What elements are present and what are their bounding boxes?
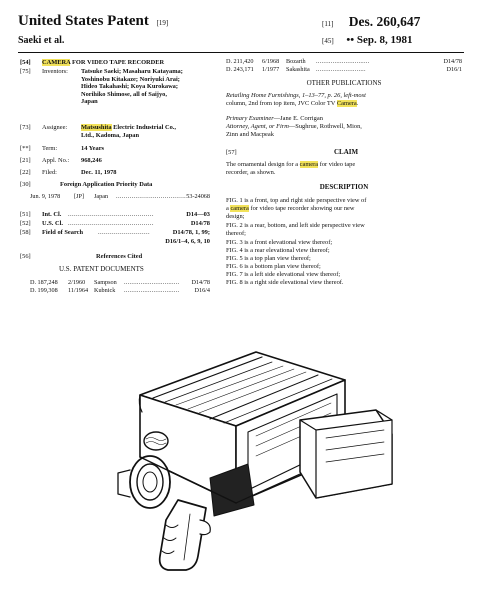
uscl-ref: [52] bbox=[20, 220, 31, 227]
doc-dots: .............................. bbox=[124, 287, 180, 294]
field-value1: D14/78, 1, 99; bbox=[172, 229, 210, 236]
field-value2: D16/1–4, 6, 9, 10 bbox=[165, 238, 210, 245]
fig2-a: FIG. 2 is a rear, bottom, and left side perspective view bbox=[226, 222, 365, 229]
pub-line2-highlight: Camera bbox=[336, 100, 357, 107]
field-dots: .......................... bbox=[98, 229, 150, 236]
uscl-label: U.S. Cl. bbox=[42, 220, 63, 227]
date-ref: [45] bbox=[322, 37, 334, 45]
doc-dots: ........................... bbox=[316, 66, 366, 73]
term-value: 14 Years bbox=[81, 145, 105, 152]
doc-class: D16/4 bbox=[194, 287, 210, 294]
pub-line2-post: . bbox=[356, 100, 359, 107]
examiner-value: —Jane E. Corrigan bbox=[273, 115, 323, 122]
appl-ref: [21] bbox=[20, 157, 31, 164]
doc-class: D14/78 bbox=[191, 279, 210, 286]
attorney-value: —Sughrue, Rothwell, Mion, bbox=[288, 123, 362, 130]
claim-ref: [57] bbox=[226, 149, 237, 156]
title-highlight: CAMERA bbox=[42, 59, 71, 66]
title-rest: FOR VIDEO TAPE RECORDER bbox=[70, 59, 165, 66]
inventor-line: Tatsuke Saeki; Masaharu Katayama; bbox=[81, 68, 183, 75]
attorney-line2: Zinn and Macpeak bbox=[226, 131, 274, 138]
foreign-country: Japan bbox=[94, 193, 109, 200]
appl-label: Appl. No.: bbox=[42, 157, 70, 164]
uscl-value: D14/78 bbox=[190, 220, 210, 227]
foreign-num: 53-24068 bbox=[186, 193, 210, 200]
refs-title: References Cited bbox=[96, 253, 143, 260]
doc-class: D14/78 bbox=[443, 58, 462, 65]
claim-pre: The ornamental design for a bbox=[226, 161, 300, 168]
assignee-ref: [73] bbox=[20, 124, 31, 131]
foreign-ref: [30] bbox=[20, 181, 31, 188]
other-pubs-title: OTHER PUBLICATIONS bbox=[306, 79, 382, 87]
term-label: Term: bbox=[42, 145, 58, 152]
claim-title: CLAIM bbox=[334, 148, 359, 156]
fig1-highlight: camera bbox=[230, 205, 249, 212]
intcl-value: D14—03 bbox=[186, 211, 210, 218]
claim-highlight: camera bbox=[299, 161, 319, 168]
microphone bbox=[144, 432, 168, 450]
doc-date: 11/1964 bbox=[68, 287, 89, 294]
patent-title-text: United States Patent bbox=[18, 13, 149, 29]
title-ref-left: [54] bbox=[20, 59, 31, 66]
filed-value: Dec. 11, 1978 bbox=[81, 169, 117, 176]
inventor-short: Saeki et al. bbox=[18, 35, 65, 46]
doc-num: D. 187,248 bbox=[30, 279, 58, 286]
foreign-date: Jun. 9, 1978 bbox=[30, 193, 61, 200]
fig6-text: FIG. 6 is a bottom plan view thereof; bbox=[226, 263, 321, 270]
us-docs-title: U.S. PATENT DOCUMENTS bbox=[59, 265, 144, 273]
doc-name: Sakashita bbox=[286, 66, 310, 73]
doc-num: D. 199,308 bbox=[30, 287, 58, 294]
doc-date: 6/1968 bbox=[262, 58, 280, 65]
fig1-b-pre: a bbox=[226, 205, 231, 212]
doc-name: Sampson bbox=[94, 279, 117, 286]
assignee-highlight: Matsushita bbox=[81, 124, 112, 131]
fig2-b: thereof; bbox=[226, 230, 246, 237]
filed-label: Filed: bbox=[42, 169, 57, 176]
uscl-dots: ........................................... bbox=[68, 220, 154, 227]
foreign-cc: [JP] bbox=[74, 193, 84, 200]
intcl-label: Int. Cl. bbox=[42, 211, 62, 218]
doc-name: Kubnick bbox=[94, 287, 116, 294]
doc-dots: .............................. bbox=[124, 279, 180, 286]
trigger bbox=[200, 520, 210, 535]
title-ref: [19] bbox=[156, 19, 169, 27]
filed-ref: [22] bbox=[20, 169, 31, 176]
appl-value: 968,246 bbox=[81, 157, 102, 164]
inventor-line: Japan bbox=[81, 98, 98, 106]
assignee-rest: Electric Industrial Co., bbox=[111, 124, 176, 131]
term-ref: [**] bbox=[20, 145, 31, 152]
doc-name: Bozarth bbox=[286, 58, 306, 65]
inventor-line: Norihiko Shimose, all of Saijyo, bbox=[81, 90, 167, 98]
intcl-ref: [51] bbox=[20, 211, 31, 218]
claim-line2-text: recorder, as shown. bbox=[226, 169, 276, 176]
doc-date: 1/1977 bbox=[262, 66, 280, 73]
field-ref: [58] bbox=[20, 229, 31, 236]
fig5-text: FIG. 5 is a top plan view thereof; bbox=[226, 255, 311, 262]
assignee-label: Assignee: bbox=[42, 124, 68, 131]
doc-num: D. 211,420 bbox=[226, 58, 254, 65]
fig7-text: FIG. 7 is a left side elevational view thereof; bbox=[226, 271, 341, 278]
fig4-text: FIG. 4 is a rear elevational view thereof; bbox=[226, 247, 330, 254]
inventor-line: Yoshinobu Kitakaze; Noriyuki Arai; bbox=[81, 75, 180, 83]
pistol-grip bbox=[160, 500, 206, 570]
attorney-label: Attorney, Agent, or Firm bbox=[226, 123, 289, 130]
doc-num: D. 243,171 bbox=[226, 66, 254, 73]
doc-date: 2/1960 bbox=[68, 279, 86, 286]
fig1-c: design; bbox=[226, 213, 245, 220]
fig1-a: FIG. 1 is a front, top and right side perspective view of bbox=[226, 197, 367, 204]
pub-line2-pre: column, 2nd from top item, JVC Color TV bbox=[226, 100, 337, 107]
foreign-title: Foreign Application Priority Data bbox=[60, 181, 153, 188]
intcl-dots: ........................................... bbox=[68, 211, 154, 218]
inventor-line: Hideo Takahashi; Koya Kurokawa; bbox=[81, 83, 179, 91]
field-label: Field of Search bbox=[42, 229, 84, 236]
fig3-text: FIG. 3 is a front elevational view thereof; bbox=[226, 239, 333, 246]
inventors-ref: [75] bbox=[20, 68, 31, 75]
foreign-dots: .................................... bbox=[116, 193, 187, 200]
number-ref: [11] bbox=[322, 20, 334, 28]
patent-number-text: Des. 260,647 bbox=[348, 14, 421, 29]
pub-line1-text: Retailing Home Furnishings, 1–13–77, p. 26, left-most bbox=[226, 92, 366, 99]
examiner-label: Primary Examiner bbox=[226, 115, 274, 122]
refs-ref: [56] bbox=[20, 253, 31, 260]
date-text: Sep. 8, 1981 bbox=[356, 34, 413, 46]
doc-class: D16/1 bbox=[446, 66, 462, 73]
assignee-line2: Ltd., Kadoma, Japan bbox=[81, 131, 140, 139]
fig8-text: FIG. 8 is a right side elevational view thereof. bbox=[226, 279, 344, 286]
date-mark: •• bbox=[346, 34, 355, 46]
description-title: DESCRIPTION bbox=[319, 183, 369, 191]
fig1-b-post: for video tape recorder showing our new bbox=[248, 205, 355, 212]
claim-post: for video tape bbox=[318, 161, 356, 168]
doc-dots: ............................. bbox=[316, 58, 370, 65]
inventors-label: Inventors: bbox=[42, 68, 68, 75]
